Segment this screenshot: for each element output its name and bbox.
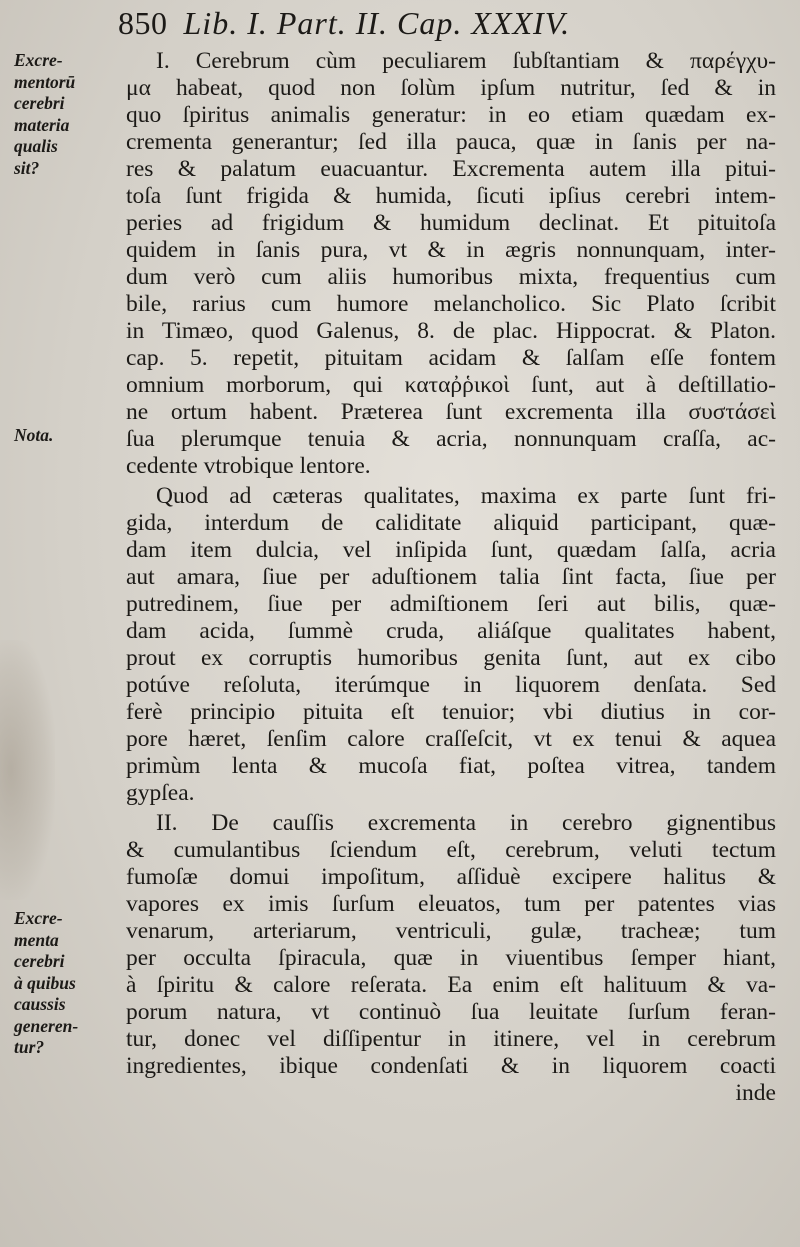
catchword: inde [735,1080,776,1106]
text-line: primùm lenta & mucoſa fiat, poſtea vitrea, tandem [126,753,776,779]
text-line: putredinem, ſiue per admiſtionem ſeri aut bilis, quæ- [126,591,776,617]
text-line: ſua plerumque tenuia & acria, nonnunquam craſſa, ac- [126,426,776,452]
margin-note-line: à quibus [14,972,76,993]
text-line: aut amara, ſiue per aduſtionem talia ſint facta, ſiue per [126,564,776,590]
margin-note-nota [14,425,122,447]
main-text [126,48,776,1107]
margin-note-line: cerebri [14,951,65,971]
text-line: fumoſæ domui impoſitum, aſſiduè excipere halitus & [126,864,776,890]
margin-note-excrementorum [14,50,122,179]
margin-note-line: mentorū [14,71,76,92]
text-line: tur, donec vel diſſipentur in itinere, vel in cerebrum [126,1026,776,1052]
text-line: venarum, arteriarum, ventriculi, gulæ, tracheæ; tum [126,918,776,944]
running-title: Lib. I. Part. II. Cap. XXXIV. [183,5,571,41]
text-line: res & palatum euacuantur. Excrementa autem illa pitui- [126,156,776,182]
margin-note-line: sit? [14,157,40,178]
text-line: dam item dulcia, vel inſipida ſunt, quædam ſalſa, acria [126,537,776,563]
margin-note-caussis [14,908,122,1059]
text-line: crementa generantur; ſed illa pauca, quæ in ſanis per na- [126,129,776,155]
margin-note-line: generen- [14,1015,79,1036]
margin-note-line: Excre- [14,50,63,70]
text-line: in Timæo, quod Galenus, 8. de plac. Hippocrat. & Platon. [126,318,776,344]
text-line: peries ad frigidum & humidum declinat. Et pituitoſa [126,210,776,236]
margin-note-line: menta [14,929,59,950]
text-line: ingredientes, ibique condenſati & in liquorem coacti [126,1053,776,1079]
margin-note-line: caussis [14,994,66,1014]
text-line: quo ſpiritus animalis generatur: in eo etiam quædam ex- [126,102,776,128]
margin-note-line: materia [14,114,70,135]
text-line: à ſpiritu & calore reſerata. Ea enim eſt halituum & va- [126,972,776,998]
text-line: omnium morborum, qui καταῤῥικοὶ ſunt, aut à deſtillatio- [126,372,776,398]
paragraph-3 [126,810,776,1080]
text-line: I. Cerebrum cùm peculiarem ſubſtantiam & παρέγχυ- [156,48,776,74]
paragraph-1 [126,48,776,480]
text-line: ne ortum habent. Præterea ſunt excrementa illa συστάσεὶ [126,399,776,425]
paper-stain [0,640,55,900]
text-line: vapores ex imis ſurſum eleuatos, tum per patentes vias [126,891,776,917]
text-line: bile, rarius cum humore melancholico. Sic Plato ſcribit [126,291,776,317]
text-line: gida, interdum de caliditate aliquid participant, quæ- [126,510,776,536]
text-line: porum natura, vt continuò ſua leuitate ſurſum feran- [126,999,776,1025]
text-line: pore hæret, ſenſim calore craſſeſcit, vt ex tenui & aquea [126,726,776,752]
text-line: ferè principio pituita eſt tenuior; vbi diutius in cor- [126,699,776,725]
text-line: potúve reſoluta, iterúmque in liquorem denſata. Sed [126,672,776,698]
text-line: cap. 5. repetit, pituitam acidam & ſalſam eſſe fontem [126,345,776,371]
margin-note-line: Nota. [14,425,54,445]
text-line: prout ex corruptis humoribus genita ſunt, aut ex cibo [126,645,776,671]
running-header [118,6,778,40]
text-line: quidem in ſanis pura, vt & in ægris nonnunquam, inter- [126,237,776,263]
margin-note-line: qualis [14,136,58,156]
paragraph-2 [126,483,776,807]
text-line: gypſea. [126,780,195,806]
text-line: cedente vtrobique lentore. [126,453,371,479]
text-line: dam acida, ſummè cruda, aliáſque qualitates habent, [126,618,776,644]
margin-note-line: cerebri [14,93,65,113]
text-line: dum verò cum aliis humoribus mixta, frequentius cum [126,264,776,290]
text-line: & cumulantibus ſciendum eſt, cerebrum, veluti tectum [126,837,776,863]
margin-note-line: tur? [14,1037,45,1057]
text-line: II. De cauſſis excrementa in cerebro gignentibus [156,810,776,836]
text-line: per occulta ſpiracula, quæ in viuentibus ſemper hiant, [126,945,776,971]
text-line: Quod ad cæteras qualitates, maxima ex parte ſunt fri- [156,483,776,509]
text-line: μα habeat, quod non ſolùm ipſum nutritur, ſed & in [126,75,776,101]
page-number: 850 [118,5,168,41]
margin-note-line: Excre- [14,908,63,928]
text-line: toſa ſunt frigida & humida, ſicuti ipſius cerebri intem- [126,183,776,209]
